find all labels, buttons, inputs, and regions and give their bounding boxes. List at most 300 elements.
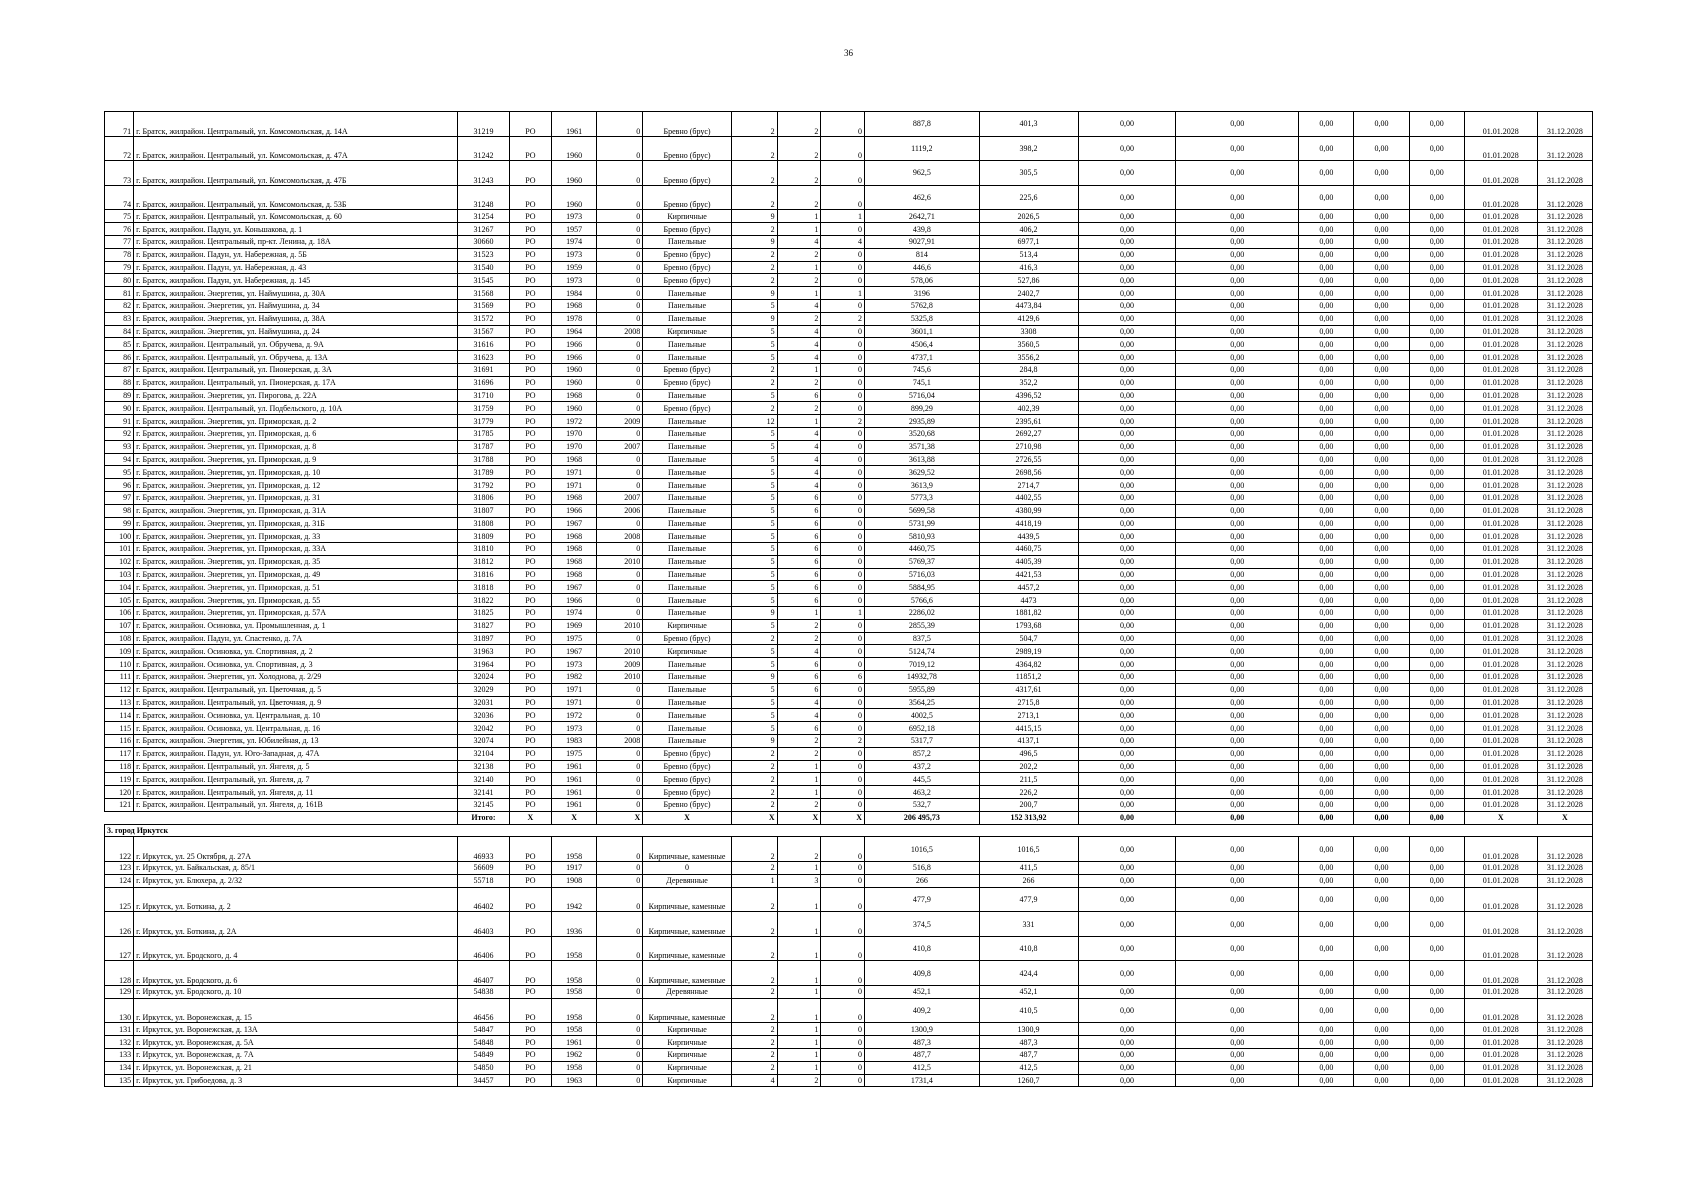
- house-id: 32140: [457, 773, 509, 786]
- cost-1: 0,00: [1078, 581, 1176, 594]
- floors: 5: [731, 543, 777, 556]
- year-renovated: 0: [597, 568, 643, 581]
- cost-4: 0,00: [1354, 479, 1409, 492]
- year-renovated: 2010: [597, 645, 643, 658]
- living-area: 352,2: [979, 376, 1078, 389]
- cost-5: 0,00: [1409, 747, 1464, 760]
- house-id: 46406: [457, 936, 509, 961]
- house-id: 31248: [457, 185, 509, 210]
- floors: 5: [731, 479, 777, 492]
- lifts: 0: [821, 887, 865, 912]
- cost-5: 0,00: [1409, 479, 1464, 492]
- cost-4: 0,00: [1354, 112, 1409, 137]
- house-id: 54848: [457, 1036, 509, 1049]
- house-id: 31963: [457, 645, 509, 658]
- ownership-form: РО: [510, 671, 552, 684]
- ownership-form: РО: [510, 594, 552, 607]
- house-id: 31789: [457, 466, 509, 479]
- ownership-form: РО: [510, 1061, 552, 1074]
- cost-2: 0,00: [1176, 1048, 1299, 1061]
- wall-material: Панельные: [643, 696, 732, 709]
- living-area: 4364,82: [979, 658, 1078, 671]
- year-renovated: 0: [597, 402, 643, 415]
- cost-2: 0,00: [1176, 799, 1299, 812]
- cost-1: 0,00: [1078, 530, 1176, 543]
- end-date: 31.12.2028: [1537, 261, 1592, 274]
- cost-4: 0,00: [1354, 985, 1409, 998]
- table-row: [105, 287, 1593, 300]
- cost-2: 0,00: [1176, 786, 1299, 799]
- living-area: 2692,27: [979, 427, 1078, 440]
- cost-1: 0,00: [1078, 555, 1176, 568]
- cost-3: 0,00: [1299, 543, 1354, 556]
- cost-1: 0,00: [1078, 491, 1176, 504]
- year-built: 1968: [551, 555, 597, 568]
- cost-2: 0,00: [1176, 287, 1299, 300]
- address: г. Братск, жилрайон. Энергетик, ул. Приморская, д. 12: [134, 479, 458, 492]
- cost-1: 0,00: [1078, 594, 1176, 607]
- lifts: 0: [821, 862, 865, 875]
- ownership-form: РО: [510, 709, 552, 722]
- wall-material: Панельные: [643, 722, 732, 735]
- cost-5: 0,00: [1409, 581, 1464, 594]
- cost-5: 0,00: [1409, 325, 1464, 338]
- year-built: 1968: [551, 299, 597, 312]
- entrances: 1: [777, 773, 821, 786]
- floors: 2: [731, 248, 777, 261]
- cost-4: 0,00: [1354, 299, 1409, 312]
- year-built: 1958: [551, 998, 597, 1023]
- row-number: 79: [105, 261, 134, 274]
- cost-1: 0,00: [1078, 874, 1176, 887]
- cost-2: 0,00: [1176, 696, 1299, 709]
- address: г. Иркутск, ул. Байкальская, д. 85/1: [134, 862, 458, 875]
- house-id: 32031: [457, 696, 509, 709]
- cost-1: 0,00: [1078, 261, 1176, 274]
- start-date: 01.01.2028: [1464, 747, 1537, 760]
- ownership-form: РО: [510, 299, 552, 312]
- end-date: 31.12.2028: [1537, 415, 1592, 428]
- cost-2: 0,00: [1176, 645, 1299, 658]
- entrances: 2: [777, 735, 821, 748]
- cost-2: 0,00: [1176, 440, 1299, 453]
- total-area: 4002,5: [865, 709, 980, 722]
- year-renovated: 0: [597, 862, 643, 875]
- row-number: 89: [105, 389, 134, 402]
- cost-1: 0,00: [1078, 1061, 1176, 1074]
- cost-5: 0,00: [1409, 671, 1464, 684]
- cost-2: 0,00: [1176, 760, 1299, 773]
- entrances: 4: [777, 235, 821, 248]
- lifts: 0: [821, 1061, 865, 1074]
- floors: 9: [731, 210, 777, 223]
- house-id: 32024: [457, 671, 509, 684]
- lifts: 0: [821, 581, 865, 594]
- end-date: 31.12.2028: [1537, 581, 1592, 594]
- row-number: 73: [105, 161, 134, 186]
- start-date: 01.01.2028: [1464, 619, 1537, 632]
- cost-5: 0,00: [1409, 376, 1464, 389]
- house-id: 31569: [457, 299, 509, 312]
- year-renovated: 0: [597, 874, 643, 887]
- ownership-form: РО: [510, 287, 552, 300]
- cost-5: 0,00: [1409, 985, 1464, 998]
- wall-material: Бревно (брус): [643, 799, 732, 812]
- house-id: 31568: [457, 287, 509, 300]
- table-row: [105, 862, 1593, 875]
- cost-3: 0,00: [1299, 363, 1354, 376]
- wall-material: Кирпичные: [643, 1036, 732, 1049]
- cost-1: 0,00: [1078, 709, 1176, 722]
- floors: 5: [731, 683, 777, 696]
- living-area: 402,39: [979, 402, 1078, 415]
- wall-material: Панельные: [643, 440, 732, 453]
- cost-4: 0,00: [1354, 325, 1409, 338]
- row-number: 85: [105, 338, 134, 351]
- cost-5: 0,00: [1409, 440, 1464, 453]
- start-date: 01.01.2028: [1464, 1074, 1537, 1087]
- year-built: 1967: [551, 581, 597, 594]
- entrances: 1: [777, 261, 821, 274]
- cost-1: 0,00: [1078, 287, 1176, 300]
- ownership-form: РО: [510, 645, 552, 658]
- row-number: 81: [105, 287, 134, 300]
- start-date: 01.01.2028: [1464, 912, 1537, 937]
- year-renovated: 0: [597, 594, 643, 607]
- total-area: 5124,74: [865, 645, 980, 658]
- start-date: 01.01.2028: [1464, 136, 1537, 161]
- floors: 5: [731, 453, 777, 466]
- year-built: 1936: [551, 912, 597, 937]
- address: г. Братск, жилрайон. Центральный, ул. Комсомольская, д. 60: [134, 210, 458, 223]
- total-value: X: [777, 811, 821, 824]
- start-date: 01.01.2028: [1464, 658, 1537, 671]
- entrances: 6: [777, 722, 821, 735]
- floors: 5: [731, 568, 777, 581]
- wall-material: Панельные: [643, 312, 732, 325]
- ownership-form: РО: [510, 722, 552, 735]
- cost-4: 0,00: [1354, 632, 1409, 645]
- cost-4: 0,00: [1354, 185, 1409, 210]
- ownership-form: РО: [510, 504, 552, 517]
- ownership-form: РО: [510, 389, 552, 402]
- cost-3: 0,00: [1299, 235, 1354, 248]
- start-date: 01.01.2028: [1464, 530, 1537, 543]
- cost-1: 0,00: [1078, 722, 1176, 735]
- year-built: 1973: [551, 248, 597, 261]
- wall-material: Панельные: [643, 671, 732, 684]
- start-date: 01.01.2028: [1464, 799, 1537, 812]
- end-date: 31.12.2028: [1537, 136, 1592, 161]
- cost-2: 0,00: [1176, 619, 1299, 632]
- cost-1: 0,00: [1078, 235, 1176, 248]
- cost-2: 0,00: [1176, 248, 1299, 261]
- total-area: 532,7: [865, 799, 980, 812]
- living-area: 305,5: [979, 161, 1078, 186]
- lifts: 0: [821, 248, 865, 261]
- lifts: 0: [821, 338, 865, 351]
- cost-3: 0,00: [1299, 581, 1354, 594]
- house-id: 32029: [457, 683, 509, 696]
- cost-3: 0,00: [1299, 312, 1354, 325]
- end-date: 31.12.2028: [1537, 427, 1592, 440]
- floors: 2: [731, 161, 777, 186]
- total-area: 3613,9: [865, 479, 980, 492]
- house-id: 31825: [457, 607, 509, 620]
- cost-5: 0,00: [1409, 112, 1464, 137]
- end-date: 31.12.2028: [1537, 376, 1592, 389]
- ownership-form: РО: [510, 961, 552, 986]
- cost-3: 0,00: [1299, 210, 1354, 223]
- end-date: 31.12.2028: [1537, 1036, 1592, 1049]
- house-id: 31792: [457, 479, 509, 492]
- end-date: 31.12.2028: [1537, 594, 1592, 607]
- cost-2: 0,00: [1176, 427, 1299, 440]
- cost-3: 0,00: [1299, 479, 1354, 492]
- cost-5: 0,00: [1409, 837, 1464, 862]
- floors: 5: [731, 594, 777, 607]
- year-built: 1973: [551, 658, 597, 671]
- cost-2: 0,00: [1176, 491, 1299, 504]
- cost-4: 0,00: [1354, 671, 1409, 684]
- cost-4: 0,00: [1354, 1048, 1409, 1061]
- start-date: 01.01.2028: [1464, 1048, 1537, 1061]
- total-area: 3629,52: [865, 466, 980, 479]
- total-spacer: [105, 811, 458, 824]
- cost-3: 0,00: [1299, 658, 1354, 671]
- end-date: 31.12.2028: [1537, 773, 1592, 786]
- cost-5: 0,00: [1409, 799, 1464, 812]
- cost-4: 0,00: [1354, 799, 1409, 812]
- year-renovated: 0: [597, 248, 643, 261]
- start-date: 01.01.2028: [1464, 161, 1537, 186]
- address: г. Иркутск, ул. Боткина, д. 2: [134, 887, 458, 912]
- entrances: 4: [777, 466, 821, 479]
- floors: 4: [731, 1074, 777, 1087]
- living-area: 226,2: [979, 786, 1078, 799]
- cost-5: 0,00: [1409, 210, 1464, 223]
- ownership-form: РО: [510, 773, 552, 786]
- floors: 9: [731, 735, 777, 748]
- house-id: 46407: [457, 961, 509, 986]
- living-area: 4421,53: [979, 568, 1078, 581]
- wall-material: Деревянные: [643, 874, 732, 887]
- wall-material: Панельные: [643, 735, 732, 748]
- year-renovated: 2009: [597, 415, 643, 428]
- cost-3: 0,00: [1299, 786, 1354, 799]
- end-date: 31.12.2028: [1537, 799, 1592, 812]
- cost-2: 0,00: [1176, 658, 1299, 671]
- table-row: [105, 299, 1593, 312]
- table-row: [105, 376, 1593, 389]
- floors: 2: [731, 747, 777, 760]
- entrances: 3: [777, 874, 821, 887]
- cost-1: 0,00: [1078, 299, 1176, 312]
- cost-4: 0,00: [1354, 389, 1409, 402]
- total-area: 5317,7: [865, 735, 980, 748]
- start-date: 01.01.2028: [1464, 722, 1537, 735]
- total-area: 3571,38: [865, 440, 980, 453]
- living-area: 4402,55: [979, 491, 1078, 504]
- living-area: 200,7: [979, 799, 1078, 812]
- cost-4: 0,00: [1354, 696, 1409, 709]
- end-date: 31.12.2028: [1537, 862, 1592, 875]
- cost-3: 0,00: [1299, 985, 1354, 998]
- floors: 9: [731, 607, 777, 620]
- year-built: 1958: [551, 1061, 597, 1074]
- start-date: 01.01.2028: [1464, 862, 1537, 875]
- cost-5: 0,00: [1409, 530, 1464, 543]
- wall-material: Бревно (брус): [643, 786, 732, 799]
- entrances: 1: [777, 1023, 821, 1036]
- cost-3: 0,00: [1299, 594, 1354, 607]
- cost-4: 0,00: [1354, 1036, 1409, 1049]
- address: г. Братск, жилрайон. Энергетик, ул. Наймушина, д. 30А: [134, 287, 458, 300]
- year-built: 1958: [551, 985, 597, 998]
- section-heading-row: [105, 824, 1593, 837]
- address: г. Братск, жилрайон. Энергетик, ул. Приморская, д. 51: [134, 581, 458, 594]
- start-date: 01.01.2028: [1464, 351, 1537, 364]
- cost-5: 0,00: [1409, 862, 1464, 875]
- cost-1: 0,00: [1078, 862, 1176, 875]
- cost-5: 0,00: [1409, 912, 1464, 937]
- lifts: 0: [821, 530, 865, 543]
- house-id: 31710: [457, 389, 509, 402]
- cost-4: 0,00: [1354, 645, 1409, 658]
- end-date: 31.12.2028: [1537, 325, 1592, 338]
- year-built: 1961: [551, 760, 597, 773]
- cost-1: 0,00: [1078, 351, 1176, 364]
- year-built: 1960: [551, 363, 597, 376]
- year-renovated: 0: [597, 363, 643, 376]
- lifts: 0: [821, 594, 865, 607]
- floors: 2: [731, 985, 777, 998]
- entrances: 1: [777, 985, 821, 998]
- total-area: 899,29: [865, 402, 980, 415]
- wall-material: Панельные: [643, 389, 732, 402]
- end-date: 31.12.2028: [1537, 543, 1592, 556]
- ownership-form: РО: [510, 837, 552, 862]
- cost-5: 0,00: [1409, 466, 1464, 479]
- total-area: 446,6: [865, 261, 980, 274]
- ownership-form: РО: [510, 376, 552, 389]
- living-area: 11851,2: [979, 671, 1078, 684]
- cost-4: 0,00: [1354, 274, 1409, 287]
- cost-4: 0,00: [1354, 581, 1409, 594]
- cost-3: 0,00: [1299, 645, 1354, 658]
- living-area: 2989,19: [979, 645, 1078, 658]
- ownership-form: РО: [510, 530, 552, 543]
- table-row: [105, 274, 1593, 287]
- row-number: 111: [105, 671, 134, 684]
- total-value: 206 495,73: [865, 811, 980, 824]
- total-area: 409,2: [865, 998, 980, 1023]
- year-renovated: 0: [597, 312, 643, 325]
- year-built: 1968: [551, 453, 597, 466]
- ownership-form: РО: [510, 479, 552, 492]
- entrances: 4: [777, 325, 821, 338]
- floors: 2: [731, 112, 777, 137]
- table-row: [105, 760, 1593, 773]
- wall-material: Деревянные: [643, 985, 732, 998]
- wall-material: Панельные: [643, 594, 732, 607]
- cost-1: 0,00: [1078, 658, 1176, 671]
- cost-3: 0,00: [1299, 1061, 1354, 1074]
- table-row: [105, 248, 1593, 261]
- address: г. Братск, жилрайон. Энергетик, ул. Юбилейная, д. 13: [134, 735, 458, 748]
- year-renovated: 0: [597, 299, 643, 312]
- cost-2: 0,00: [1176, 389, 1299, 402]
- year-built: 1984: [551, 287, 597, 300]
- cost-4: 0,00: [1354, 136, 1409, 161]
- cost-4: 0,00: [1354, 555, 1409, 568]
- lifts: 0: [821, 504, 865, 517]
- address: г. Братск, жилрайон. Центральный, ул. Янгеля, д. 161В: [134, 799, 458, 812]
- cost-1: 0,00: [1078, 912, 1176, 937]
- year-renovated: 0: [597, 389, 643, 402]
- cost-3: 0,00: [1299, 136, 1354, 161]
- total-area: 2286,02: [865, 607, 980, 620]
- cost-3: 0,00: [1299, 683, 1354, 696]
- ownership-form: РО: [510, 274, 552, 287]
- year-renovated: 0: [597, 722, 643, 735]
- cost-2: 0,00: [1176, 961, 1299, 986]
- living-area: 331: [979, 912, 1078, 937]
- total-area: 745,1: [865, 376, 980, 389]
- table-row: [105, 1036, 1593, 1049]
- table-row: [105, 504, 1593, 517]
- cost-4: 0,00: [1354, 248, 1409, 261]
- wall-material: Бревно (брус): [643, 760, 732, 773]
- entrances: 2: [777, 619, 821, 632]
- entrances: 1: [777, 912, 821, 937]
- ownership-form: РО: [510, 185, 552, 210]
- living-area: 487,7: [979, 1048, 1078, 1061]
- cost-1: 0,00: [1078, 747, 1176, 760]
- total-area: 3196: [865, 287, 980, 300]
- year-renovated: 0: [597, 936, 643, 961]
- cost-2: 0,00: [1176, 936, 1299, 961]
- table-row: [105, 161, 1593, 186]
- cost-1: 0,00: [1078, 389, 1176, 402]
- house-id: 31616: [457, 338, 509, 351]
- address: г. Иркутск, ул. Воронежская, д. 13А: [134, 1023, 458, 1036]
- total-area: 5716,04: [865, 389, 980, 402]
- start-date: 01.01.2028: [1464, 607, 1537, 620]
- wall-material: Панельные: [643, 466, 732, 479]
- cost-5: 0,00: [1409, 312, 1464, 325]
- total-area: 374,5: [865, 912, 980, 937]
- ownership-form: РО: [510, 112, 552, 137]
- lifts: 0: [821, 453, 865, 466]
- lifts: 0: [821, 1074, 865, 1087]
- table-row: [105, 453, 1593, 466]
- cost-1: 0,00: [1078, 415, 1176, 428]
- wall-material: Кирпичные: [643, 1074, 732, 1087]
- row-number: 108: [105, 632, 134, 645]
- year-built: 1961: [551, 773, 597, 786]
- ownership-form: РО: [510, 248, 552, 261]
- end-date: 31.12.2028: [1537, 517, 1592, 530]
- row-number: 132: [105, 1036, 134, 1049]
- cost-5: 0,00: [1409, 607, 1464, 620]
- row-number: 125: [105, 887, 134, 912]
- year-built: 1967: [551, 517, 597, 530]
- ownership-form: РО: [510, 912, 552, 937]
- year-built: 1908: [551, 874, 597, 887]
- wall-material: Панельные: [643, 555, 732, 568]
- start-date: 01.01.2028: [1464, 998, 1537, 1023]
